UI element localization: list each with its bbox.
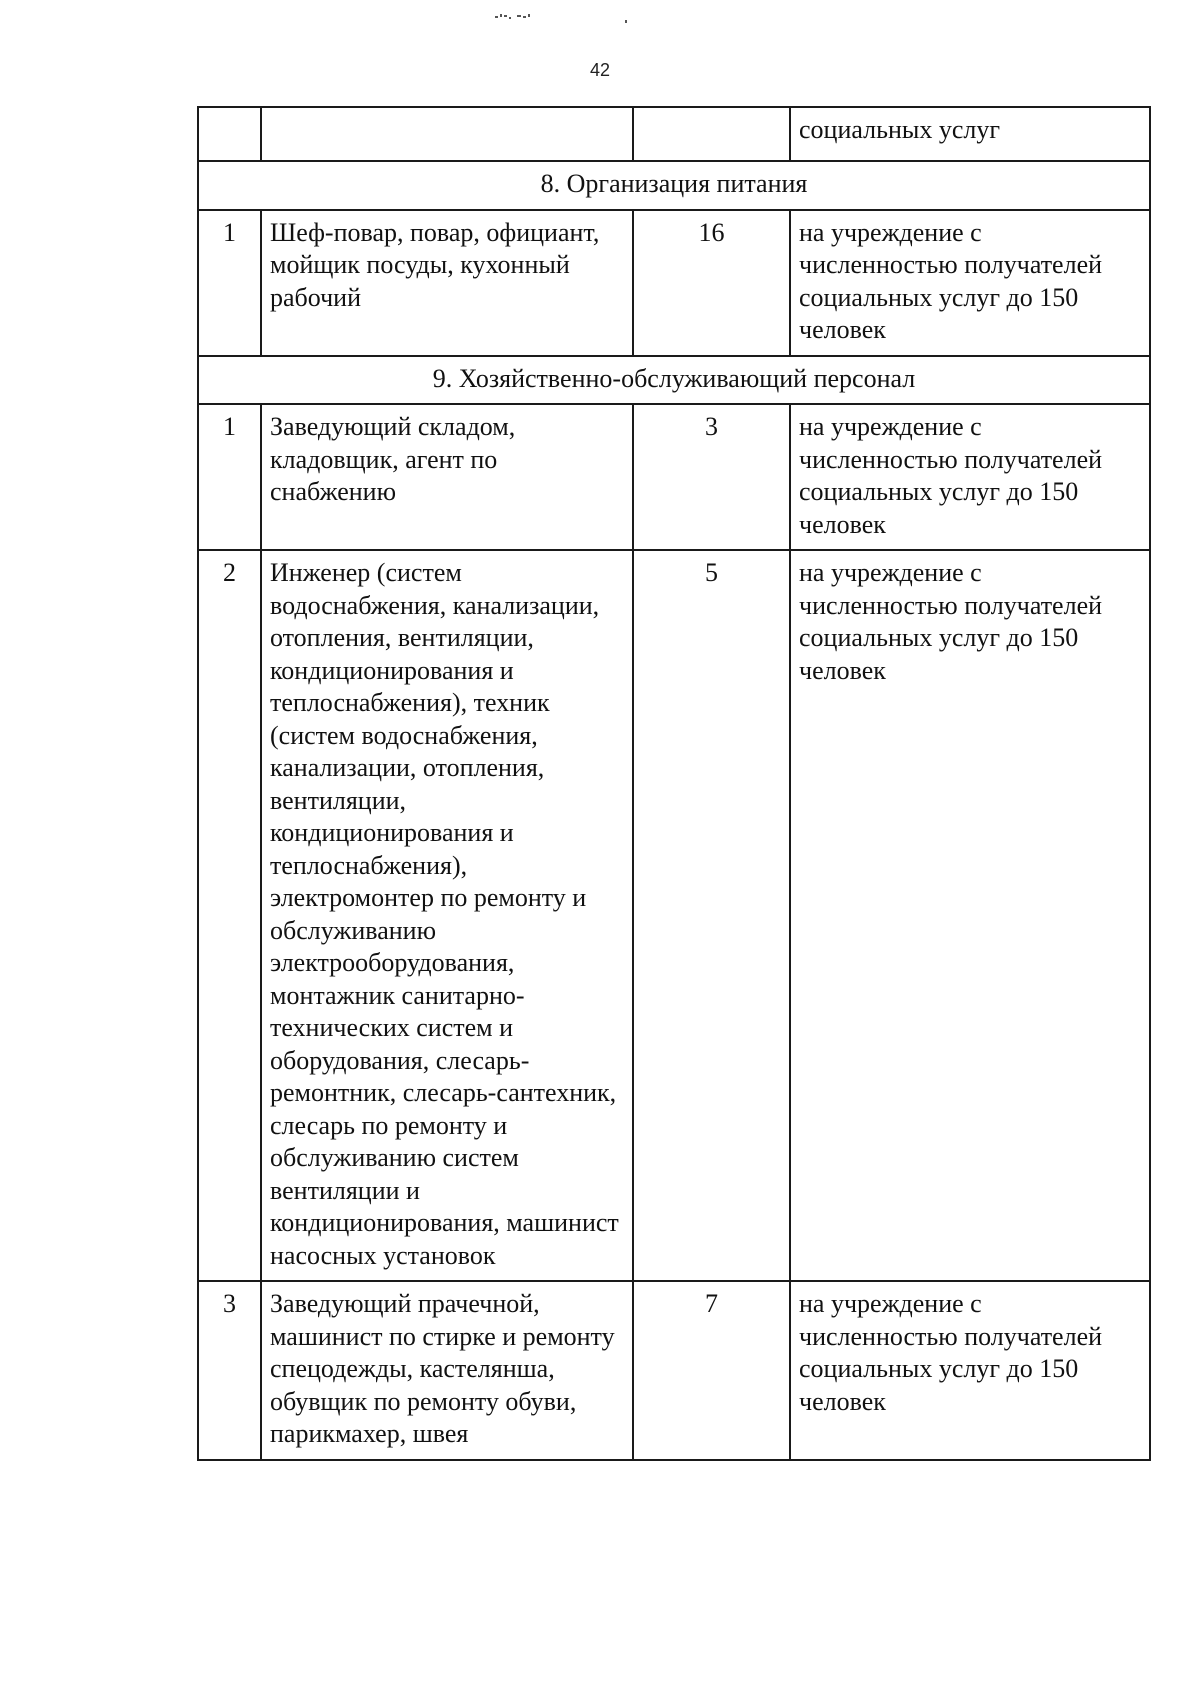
table-row (198, 107, 1150, 161)
section-title: 8. Организация питания (198, 161, 1150, 210)
count-cell: 3 (633, 404, 790, 550)
section-title: 9. Хозяйственно-обслуживающий персонал (198, 356, 1150, 405)
row-number-cell: 1 (198, 404, 261, 550)
note-cell: на учреждение с численностью получателей социальных услуг до 150 человек (790, 210, 1150, 356)
positions-cell (261, 107, 633, 161)
note-cell: на учреждение с численностью получателей социальных услуг до 150 человек (790, 404, 1150, 550)
section-header-row (198, 161, 1150, 210)
positions-cell: Инженер (систем водоснабжения, канализации, отопления, вентиляции, кондиционирования и теплоснабжения), техник (систем водоснабжения, канализации, отопления, вентиляции, кондиционирования и теплоснабжения), электромонтер по ремонту и обслуживанию электрооборудования, монтажник санитарно-технических систем и оборудования, слесарь-ремонтник, слесарь-сантехник, слесарь по ремонту и обслуживанию систем вентиляции и кондиционирования, машинист насосных установок (261, 550, 633, 1281)
row-number-cell: 2 (198, 550, 261, 1281)
table-row (198, 210, 1150, 356)
positions-cell: Заведующий складом, кладовщик, агент по снабжению (261, 404, 633, 550)
row-number-cell: 1 (198, 210, 261, 356)
table-row (198, 404, 1150, 550)
note-cell: на учреждение с численностью получателей социальных услуг до 150 человек (790, 550, 1150, 1281)
count-cell (633, 107, 790, 161)
count-cell: 16 (633, 210, 790, 356)
page-number: 42 (589, 60, 611, 80)
note-cell: социальных услуг (790, 107, 1150, 161)
table-row (198, 550, 1150, 1281)
table-row (198, 1281, 1150, 1460)
positions-cell: Шеф-повар, повар, официант, мойщик посуды, кухонный рабочий (261, 210, 633, 356)
note-cell: на учреждение с численностью получателей социальных услуг до 150 человек (790, 1281, 1150, 1460)
count-cell: 5 (633, 550, 790, 1281)
count-cell: 7 (633, 1281, 790, 1460)
scan-artifact (495, 8, 655, 28)
staffing-table (197, 106, 1151, 1461)
section-header-row (198, 356, 1150, 405)
row-number-cell (198, 107, 261, 161)
row-number-cell: 3 (198, 1281, 261, 1460)
positions-cell: Заведующий прачечной, машинист по стирке и ремонту спецодежды, кастелянша, обувщик по ремонту обуви, парикмахер, швея (261, 1281, 633, 1460)
